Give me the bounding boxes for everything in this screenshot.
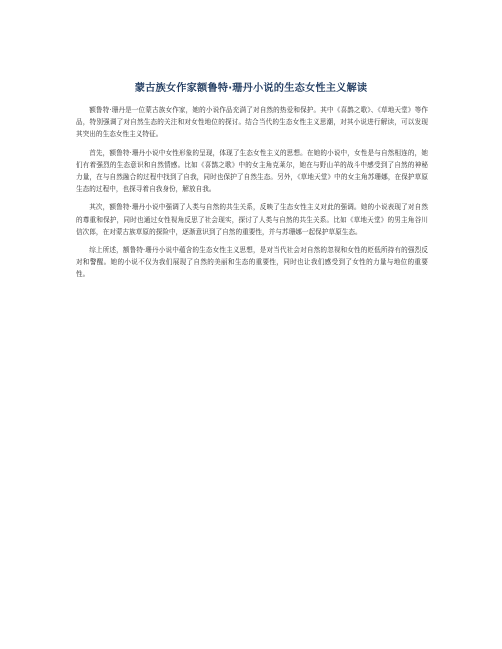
document-body (76, 104, 428, 287)
paragraph-first-point: 首先，额鲁特·珊丹小说中女性形象的呈现，体现了生态女性主义的思想。在她的小说中，女性是与自然相连的，她们有着强烈的生态意识和自然情感。比如《喜鹊之歌》中的女主角克莱尔，她在与野山羊的战斗中感受到了自然的神秘力量，在与自然融合的过程中找到了自我，同时也保护了自然生态。另外，《草地天堂》中的女主角苏珊娜，在保护草原生态的过程中，也探寻着自我身份，解放自我。 (76, 148, 428, 194)
paragraph-second-point: 其次，额鲁特·珊丹小说中强调了人类与自然的共生关系，反映了生态女性主义对此的强调。她的小说表现了对自然的尊重和保护，同时也通过女性视角反思了社会现实，探讨了人类与自然的共生关系。比如《草地天堂》的男主角谷川信次郎，在对蒙古族草原的探险中，逐渐意识到了自然的重要性，并与苏珊娜一起保护草原生态。 (76, 203, 428, 236)
document-title: 蒙古族女作家额鲁特·珊丹小说的生态女性主义解读 (134, 83, 368, 94)
paragraph-intro: 额鲁特·珊丹是一位蒙古族女作家，她的小说作品充满了对自然的热爱和保护。其中《喜鹊之歌》、《草地天堂》等作品，特别强调了对自然生态的关注和对女性地位的探讨。结合当代的生态女性主义思潮，对其小说进行解读，可以发现其突出的生态女性主义特征。 (76, 106, 428, 139)
paragraph-conclusion: 综上所述，额鲁特·珊丹小说中蕴含的生态女性主义思想，是对当代社会对自然的忽视和女性的贬低所持有的强烈反对和警醒。她的小说不仅为我们展现了自然的美丽和生态的重要性，同时也让我们感受到了女性的力量与地位的重要性。 (76, 246, 428, 279)
